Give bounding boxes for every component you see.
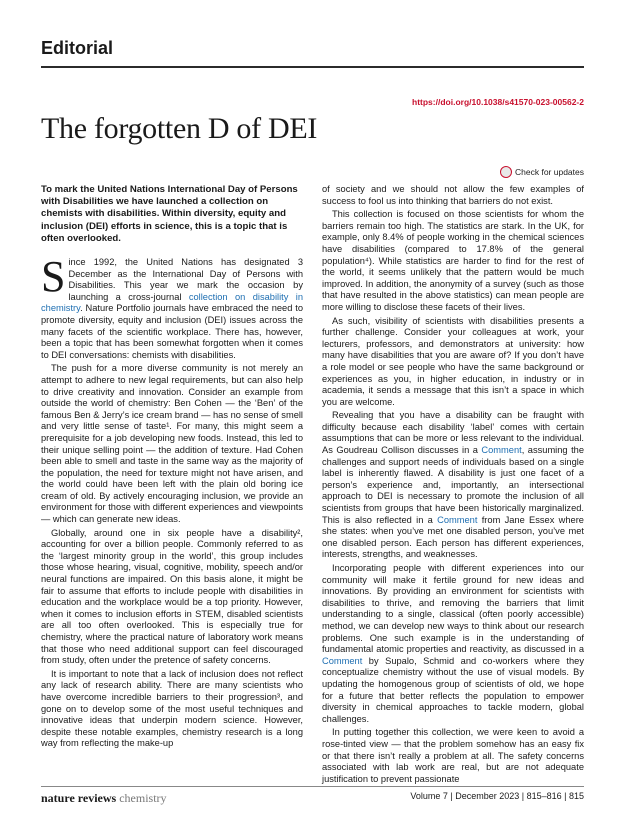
paragraph: As such, visibility of scientists with disabilities presents a further challenge. Consider your colleagues at work, your lecturers, professors, and demonstrators at university: how many have disabilities that you are aware of? If you don’t have a role model or see people who have the same background or experiences as you, in higher education, in industry or in academia, it sends a message that this isn’t a space in which you are welcome.: [322, 315, 584, 407]
journal-brand: nature reviews chemistry: [41, 791, 167, 805]
paragraph: Incorporating people with different experiences into our community will make it fertile ground for new ideas and innovations. By providing an environment for scientists with disabilities to thrive, and removing the barriers that limit understanding to a single, classical (often poorly accessible) method, we can develop new ways to think about our research problems. One such example is in the understanding of fundamental atomic properties and reactivity, as discussed in a Comment by Supalo, Schmid and co-workers where they conceptualize chemistry without the use of visual models. By updating the homogenous group of scientists of old, we hope for a future that better reflects the population to empower diversity in chemical approaches to tackle modern, global challenges.: [322, 563, 584, 724]
paragraph: Since 1992, the United Nations has designated 3 December as the International Day of Persons with Disabilities. This year we mark the occasion by launching a cross-journal collection on disability in chemistry. Nature Portfolio journals have embraced the need to promote diversity, equity and inclusion (DEI) issues across the many facets of the scientific workplace. There has, however, been a topic that has been somewhat forgotten when it comes to DEI conversations: chemists with disabilities.: [41, 252, 303, 360]
left-column: [41, 184, 303, 752]
paragraph: of society and we should not allow the few examples of success to fool us into thinking that barriers do not exist.: [322, 184, 584, 206]
paragraph: It is important to note that a lack of inclusion does not reflect any lack of research ability. There are many scientists who have overcome incredible barriers to their progression³, and gone on to develop some of the most useful techniques and innovative ideas that underpin modern science. However, despite these notable examples, chemistry research is a long way from reflecting the make-up: [41, 668, 303, 749]
comment-link[interactable]: Comment: [322, 655, 363, 666]
check-updates-button[interactable]: [500, 166, 584, 178]
comment-link[interactable]: Comment: [437, 514, 478, 525]
article-title: The forgotten D of DEI: [41, 112, 318, 145]
paragraph: Globally, around one in six people have a disability², accounting for over a billion people. Commonly referred to as the ‘largest minority group in the world’, this group includes those whose hearing, visual, cognitive, mobility, speech and/or neural functions are impaired. On this basis alone, it might be fair to assume that efforts to include people with disabilities in education and the workplace would be a top priority. However, when it comes to inclusion efforts in STEM, disabled scientists are all too often overlooked. This is especially true for chemistry, where the practical nature of laboratory work means that those who need additional support can feel discouraged from study, often under the pretence of safety concerns.: [41, 527, 303, 666]
issue-info: Volume 7 | December 2023 | 815–816 | 815: [410, 791, 584, 801]
paragraph: Revealing that you have a disability can be fraught with difficulty because each disability ‘label’ comes with certain assumptions that can be more or less relevant to the individual. As Goudreau Collison discusses in a Comment, assuming the challenges and support needs of individuals based on a single label is inherently flawed. A disability is just one facet of a person’s experience and, importantly, an intersectional approach to DEI is necessary to promote the inclusion of all scientists from groups that have been historically marginalized. This is also reflected in a Comment from Jane Essex where she states: when you’ve met one disabled person, you’ve met one disabled person. Each person has different experiences, interests, strengths, and weaknesses.: [322, 410, 585, 560]
crossmark-icon: [500, 166, 512, 178]
page-footer: [41, 786, 584, 806]
collection-link[interactable]: collection on disability in chemistry: [41, 291, 303, 314]
paragraph: The push for a more diverse community is not merely an attempt to adhere to new legal requirements, but can also help to drive creativity and innovation. Consider an example from outside the world of chemistry: Ben Cohen — the ‘Ben’ of the famous Ben & Jerry’s ice cream brand — has no sense of smell and very little sense of taste¹. For many, this might seem a prerequisite for a job developing new foods. Instead, this led to their unique selling point — the addition of texture. Had Cohen been able to smell and taste in the same way as the majority of the population, the need for texture might not have arisen, and the world could have been left with the plain old boring ice cream of old. By actively encouraging inclusion, we provide an environment for those with different experiences and viewpoints — which can generate new ideas.: [41, 363, 303, 525]
right-column: [322, 184, 584, 787]
paragraph: In putting together this collection, we were keen to avoid a rose-tinted view — that the problem somehow has an easy fix or that there isn’t really a problem at all. The safety concerns associated with lab work are real, but are not adequate justification to prevent passionate: [322, 727, 584, 784]
header-rule: [41, 66, 584, 68]
drop-cap: S: [41, 252, 66, 302]
comment-link[interactable]: Comment: [481, 445, 522, 456]
check-updates-label: Check for updates: [515, 167, 584, 177]
doi-link[interactable]: https://doi.org/10.1038/s41570-023-00562-2: [412, 97, 584, 107]
section-label: Editorial: [41, 38, 114, 58]
paragraph: This collection is focused on those scientists for whom the barriers remain too high. The statistics are stark. In the UK, for example, only 8.4% of people working in the chemical sciences have disabilities (compared to 17.8% of the general population⁴). While statistics are harder to find for the rest of the world, it seems unlikely that the pattern would be much improved. In addition, the anonymity of a survey (such as those that have resulted in the above statistics) can mean people are more willing to disclose these facets of their lives.: [322, 209, 584, 312]
standfirst: To mark the United Nations International Day of Persons with Disabilities we have launched a collection on chemists with disabilities. Within diversity, equity and inclusion (DEI) efforts in science, this is a topic that is often overlooked.: [41, 184, 298, 244]
